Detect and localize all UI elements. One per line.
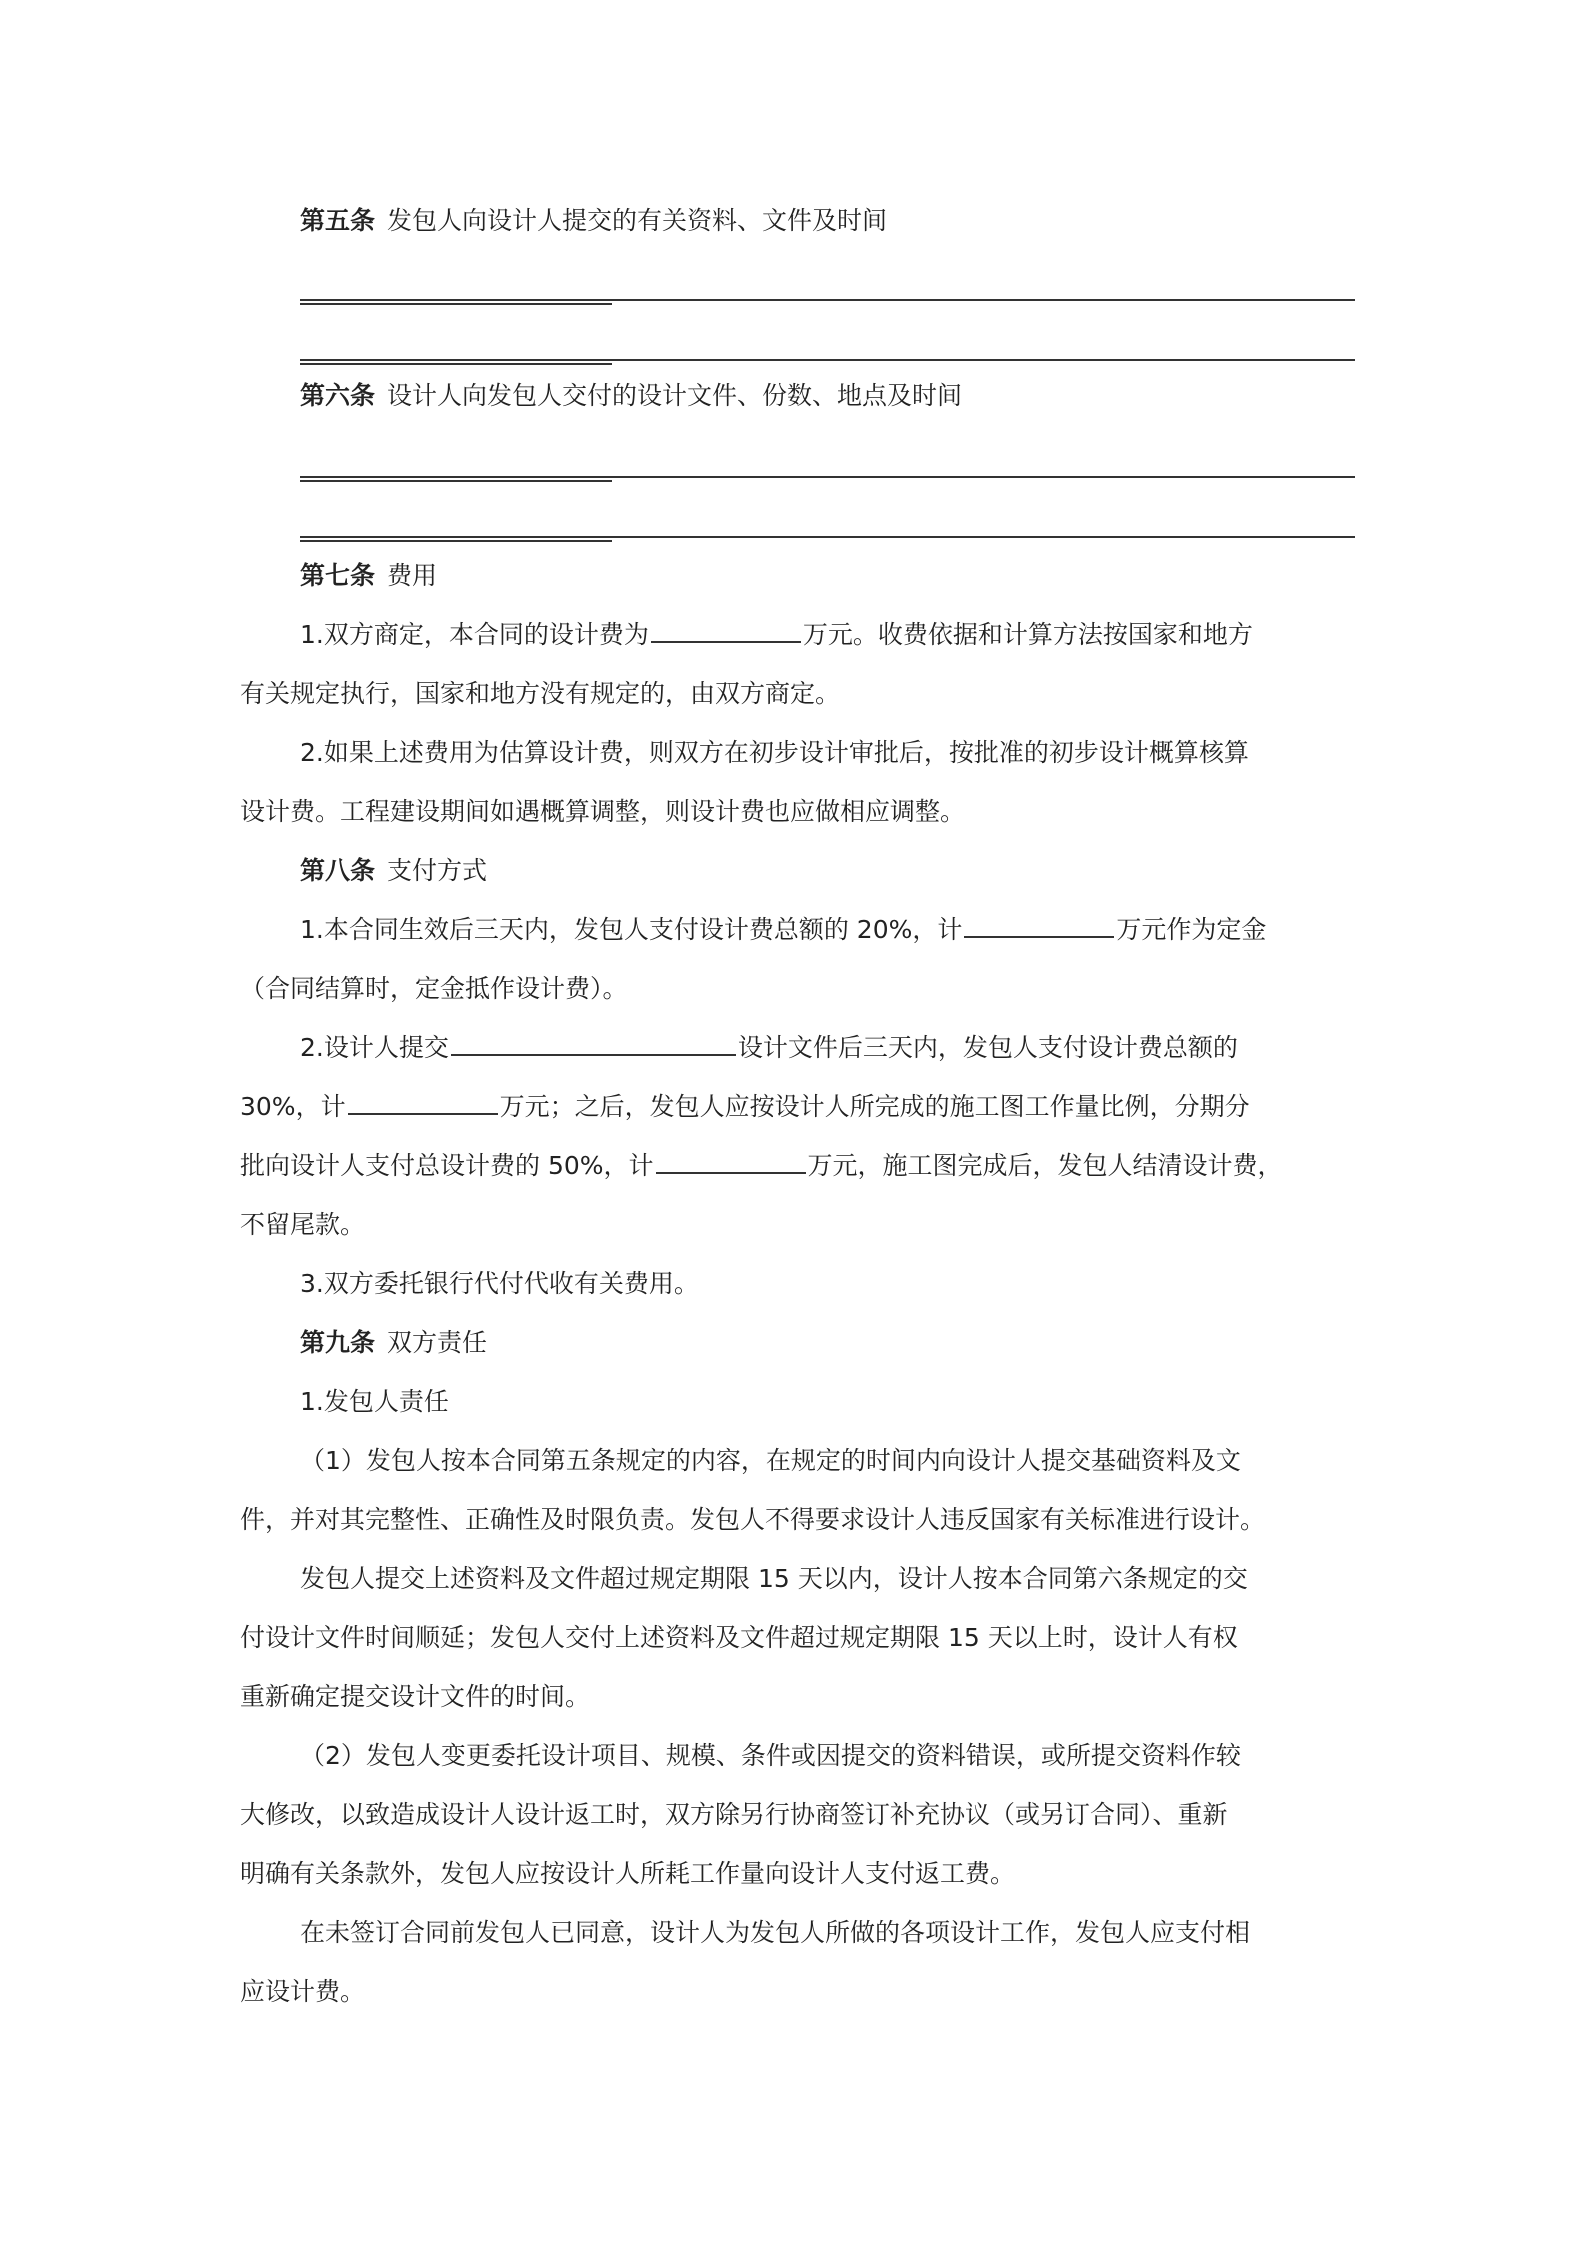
- article-number: 第五条: [300, 206, 376, 235]
- article-7-heading: [300, 556, 1355, 596]
- paragraph-line: 明确有关条款外，发包人应按设计人所耗工作量向设计人支付返工费。: [240, 1859, 1016, 1888]
- fill-in-line[interactable]: [300, 265, 1355, 305]
- short-underline: [300, 363, 612, 365]
- paragraph-line: 在未签订合同前发包人已同意，设计人为发包人所做的各项设计工作，发包人应支付相: [300, 1918, 1251, 1947]
- paragraph-line: 不留尾款。: [240, 1210, 366, 1239]
- paragraph-line: 件，并对其完整性、正确性及时限负责。发包人不得要求设计人违反国家有关标准进行设计。: [240, 1505, 1266, 1534]
- article-title: 设计人向发包人交付的设计文件、份数、地点及时间: [387, 381, 963, 410]
- paragraph-line: [300, 1028, 1355, 1068]
- article-title: 支付方式: [387, 856, 488, 885]
- article-6-heading: [300, 376, 1355, 416]
- text-segment: 2.设计人提交: [300, 1033, 449, 1062]
- paragraph-line: [300, 910, 1355, 950]
- paragraph-line: 有关规定执行，国家和地方没有规定的，由双方商定。: [240, 679, 841, 708]
- article-8-heading: [300, 851, 1355, 891]
- fill-in-line[interactable]: [300, 325, 1355, 365]
- article-title: 费用: [387, 561, 438, 590]
- paragraph-line: 重新确定提交设计文件的时间。: [240, 1682, 591, 1711]
- long-underline: [300, 359, 1355, 361]
- text-segment: 万元；之后，发包人应按设计人所完成的施工图工作量比例，分期分: [499, 1092, 1250, 1121]
- text-segment: 批向设计人支付总设计费的 50%，计: [240, 1151, 654, 1180]
- short-underline: [300, 303, 612, 305]
- text-segment: 30%，计: [240, 1092, 346, 1121]
- design-document-blank[interactable]: [451, 1032, 736, 1056]
- paragraph-line: 设计费。工程建设期间如遇概算调整，则设计费也应做相应调整。: [240, 797, 966, 826]
- paragraph-line: （2）发包人变更委托设计项目、规模、条件或因提交的资料错误，或所提交资料作较: [300, 1741, 1241, 1770]
- subsection-title: 1.发包人责任: [300, 1387, 449, 1416]
- paragraph-line: 付设计文件时间顺延；发包人交付上述资料及文件超过规定期限 15 天以上时，设计人有权: [240, 1623, 1238, 1652]
- text-segment: 万元，施工图完成后，发包人结清设计费，: [807, 1151, 1283, 1180]
- paragraph-line: （合同结算时，定金抵作设计费）。: [240, 974, 628, 1003]
- article-5-heading: [300, 201, 1355, 241]
- paragraph-line: 发包人提交上述资料及文件超过规定期限 15 天以内，设计人按本合同第六条规定的交: [300, 1564, 1248, 1593]
- text-segment: 万元。收费依据和计算方法按国家和地方: [802, 620, 1253, 649]
- paragraph-line: 3.双方委托银行代付代收有关费用。: [300, 1269, 699, 1298]
- deposit-blank[interactable]: [964, 914, 1114, 938]
- short-underline: [300, 540, 612, 542]
- text-segment: 1.双方商定，本合同的设计费为: [300, 620, 649, 649]
- article-number: 第六条: [300, 381, 376, 410]
- fee-blank[interactable]: [651, 619, 801, 643]
- payment-blank[interactable]: [656, 1150, 806, 1174]
- short-underline: [300, 480, 612, 482]
- paragraph-line: （1）发包人按本合同第五条规定的内容，在规定的时间内向设计人提交基础资料及文: [300, 1446, 1241, 1475]
- paragraph-line: [240, 1146, 1355, 1186]
- long-underline: [300, 536, 1355, 538]
- article-number: 第九条: [300, 1328, 376, 1357]
- article-9-heading: [300, 1323, 1355, 1363]
- text-segment: 万元作为定金: [1116, 915, 1267, 944]
- long-underline: [300, 299, 1355, 301]
- paragraph-line: 2.如果上述费用为估算设计费，则双方在初步设计审批后，按批准的初步设计概算核算: [300, 738, 1249, 767]
- fill-in-line[interactable]: [300, 502, 1355, 542]
- article-number: 第七条: [300, 561, 376, 590]
- paragraph-line: [300, 615, 1355, 655]
- text-segment: 1.本合同生效后三天内，发包人支付设计费总额的 20%，计: [300, 915, 963, 944]
- fill-in-line[interactable]: [300, 442, 1355, 482]
- text-segment: 设计文件后三天内，发包人支付设计费总额的: [737, 1033, 1238, 1062]
- article-title: 双方责任: [387, 1328, 488, 1357]
- paragraph-line: [240, 1087, 1355, 1127]
- long-underline: [300, 476, 1355, 478]
- paragraph-line: 应设计费。: [240, 1977, 366, 2006]
- article-number: 第八条: [300, 856, 376, 885]
- payment-blank[interactable]: [348, 1091, 498, 1115]
- article-title: 发包人向设计人提交的有关资料、文件及时间: [387, 206, 888, 235]
- paragraph-line: 大修改，以致造成设计人设计返工时，双方除另行协商签订补充协议（或另订合同）、重新: [240, 1800, 1228, 1829]
